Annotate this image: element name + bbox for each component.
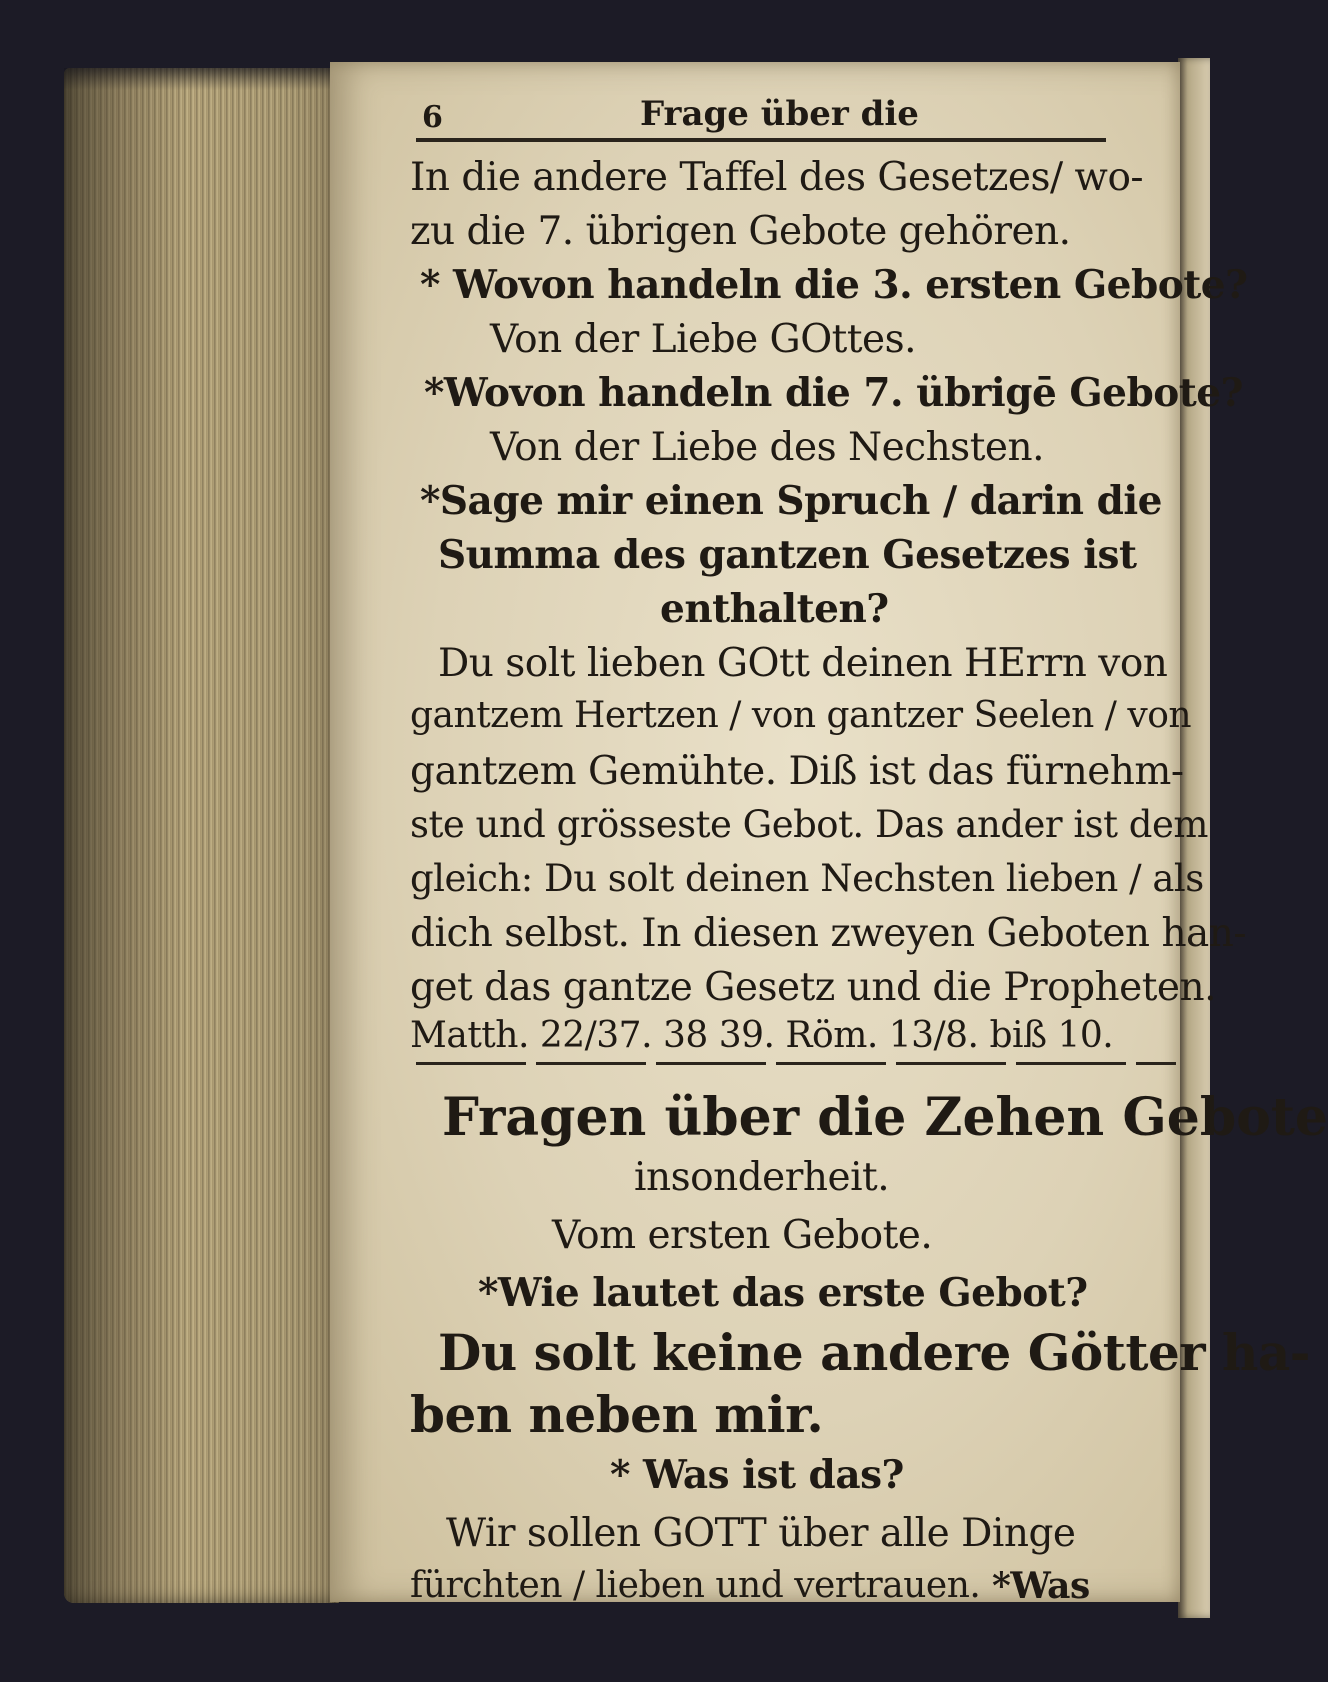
body-line: Du solt lieben GOtt deinen HErrn von [438, 641, 1168, 686]
body-line: ste und grösseste Gebot. Das ander ist dem [410, 803, 1208, 846]
running-head: Frage über die [640, 94, 919, 134]
body-line: gantzem Hertzen / von gantzer Seelen / von [410, 695, 1192, 736]
commandment-line: Du solt keine andere Götter ha- [438, 1323, 1311, 1382]
body-line: *Wovon handeln die 7. übrigē Gebote? [424, 370, 1243, 416]
body-line: Summa des gantzen Gesetzes ist [438, 532, 1137, 578]
body-line: dich selbst. In diesen zweyen Geboten han- [410, 911, 1247, 956]
section-divider [416, 1062, 1176, 1065]
body-line: * Wovon handeln die 3. ersten Gebote? [420, 262, 1248, 308]
book-page [330, 62, 1328, 1607]
question: *Wie lautet das erste Gebot? [478, 1270, 1088, 1316]
body-line: get das gantze Gesetz und die Propheten. [410, 965, 1217, 1010]
citation: Matth. 22/37. 38 39. Röm. 13/8. biß 10. [410, 1015, 1114, 1056]
catchword: *Was [992, 1565, 1090, 1607]
body-line: *Sage mir einen Spruch / darin die [420, 478, 1162, 524]
page-number: 6 [422, 100, 443, 135]
body-line: gleich: Du solt deinen Nechsten lieben / als [410, 857, 1204, 900]
body-line: gantzem Gemühte. Diß ist das fürnehm- [410, 749, 1184, 794]
body-line: Von der Liebe GOttes. [490, 317, 917, 362]
section-heading-2: insonderheit. [634, 1155, 890, 1200]
body-line: zu die 7. übrigen Gebote gehören. [410, 209, 1071, 254]
question: * Was ist das? [610, 1452, 904, 1498]
header-rule [416, 138, 1106, 142]
body-line: enthalten? [660, 586, 889, 632]
body-line: Von der Liebe des Nechsten. [490, 425, 1044, 470]
answer-line: Wir sollen GOTT über alle Dinge [446, 1511, 1076, 1556]
section-heading: Fragen über die Zehen Gebote [442, 1087, 1328, 1148]
subheading: Vom ersten Gebote. [552, 1213, 933, 1258]
commandment-line: ben neben mir. [410, 1385, 824, 1444]
page-stack-edge [64, 68, 339, 1603]
body-line: In die andere Taffel des Gesetzes/ wo- [410, 155, 1144, 200]
answer-line: fürchten / lieben und vertrauen. [410, 1565, 981, 1606]
